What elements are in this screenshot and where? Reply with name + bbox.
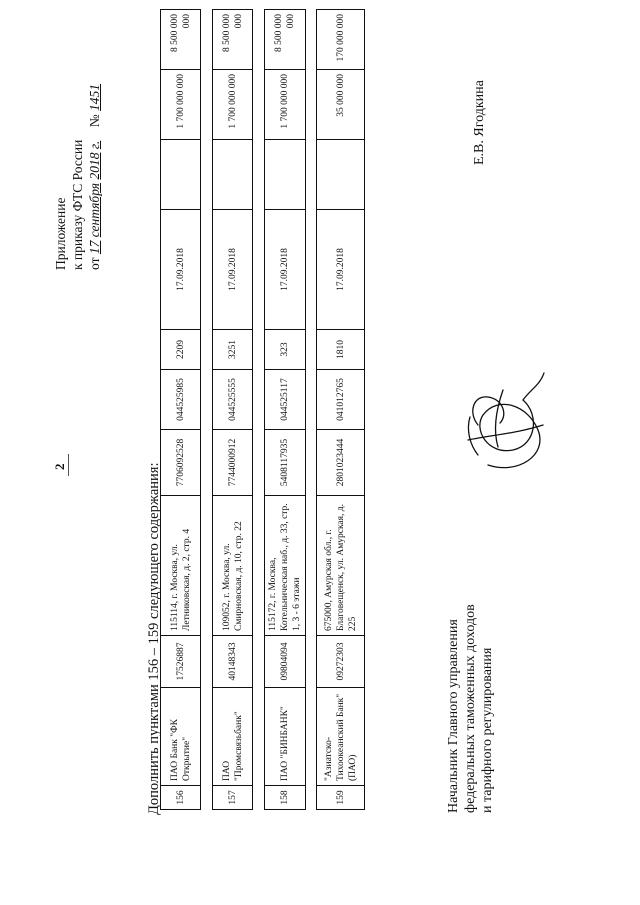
amount-empty (213, 140, 253, 210)
license-number: 2209 (161, 330, 201, 370)
appendix-line1: Приложение (53, 197, 68, 270)
appendix-month: сентября (87, 182, 102, 238)
bank-address: 115172, г. Москва, Котельническая наб., д. 33, стр. 1, 3 - 6 этажи (265, 496, 306, 636)
handwritten-signature (448, 365, 558, 485)
inn: 5408117935 (265, 430, 306, 496)
table-row-159 (316, 10, 365, 810)
amount-limit: 35 000 000 (317, 70, 365, 140)
date: 17.09.2018 (161, 210, 201, 330)
table-row-158 (264, 10, 306, 810)
bik: 044525555 (213, 370, 253, 430)
bank-name: ПАО Банк "ФК Открытие" (161, 688, 201, 786)
date: 17.09.2018 (213, 210, 253, 330)
signatory-title (445, 604, 496, 813)
appendix-number-sign: № (87, 114, 102, 128)
amount-empty (265, 140, 306, 210)
amount-limit: 1 700 000 000 (161, 70, 201, 140)
bank-address: 115114, г. Москва, ул. Летниковская, д. 2, стр. 4 (161, 496, 201, 636)
appendix-line3 (86, 84, 103, 270)
amount-total: 8 500 000 000 (161, 10, 201, 70)
appendix-header (52, 84, 103, 270)
appendix-day: 17 (87, 240, 102, 255)
row-number: 159 (317, 786, 365, 810)
amount-total: 170 000 000 (317, 10, 365, 70)
date: 17.09.2018 (317, 210, 365, 330)
intro-text: Дополнить пунктами 156 – 159 следующего содержания: (146, 462, 162, 815)
amount-limit: 1 700 000 000 (265, 70, 306, 140)
amount-total: 8 500 000 000 (213, 10, 253, 70)
page-number-rule (68, 454, 69, 476)
page-number: 2 (52, 463, 67, 470)
bank-name: ПАО "Промсвязьбанк" (213, 688, 253, 786)
signatory-name: Е.В. Ягодкина (472, 80, 487, 165)
okpo-code: 09272303 (317, 636, 365, 688)
amount-total: 8 500 000 000 (265, 10, 306, 70)
appendix-year: 2018 (87, 152, 102, 180)
inn: 7744000912 (213, 430, 253, 496)
signatory-title-line3: и тарифного регулирования (480, 647, 495, 813)
appendix-number: 1451 (87, 83, 102, 111)
appendix-prefix: от (87, 257, 102, 270)
inn: 2801023444 (317, 430, 365, 496)
bank-address: 675000, Амурская обл., г. Благовещенск, ул. Амурская, д. 225 (317, 496, 365, 636)
row-number: 156 (161, 786, 201, 810)
signatory-title-line2: федеральных таможенных доходов (463, 604, 478, 813)
amount-empty (161, 140, 201, 210)
amount-empty (317, 140, 365, 210)
license-number: 323 (265, 330, 306, 370)
row-number: 157 (213, 786, 253, 810)
bank-name: "Азиатско-Тихоокеанский Банк" (ПАО) (317, 688, 365, 786)
signatory-title-line1: Начальник Главного управления (446, 619, 461, 813)
okpo-code: 09804094 (265, 636, 306, 688)
bank-name: ПАО "БИНБАНК" (265, 688, 306, 786)
bik: 041012765 (317, 370, 365, 430)
bik: 044525985 (161, 370, 201, 430)
okpo-code: 40148343 (213, 636, 253, 688)
table-row-157 (212, 10, 253, 810)
okpo-code: 17526887 (161, 636, 201, 688)
table-row-156 (160, 10, 201, 810)
bik: 044525117 (265, 370, 306, 430)
appendix-line2: к приказу ФТС России (70, 139, 85, 270)
license-number: 1810 (317, 330, 365, 370)
license-number: 3251 (213, 330, 253, 370)
row-number: 158 (265, 786, 306, 810)
amount-limit: 1 700 000 000 (213, 70, 253, 140)
bank-address: 109052, г. Москва, ул. Смирновская, д. 10, стр. 22 (213, 496, 253, 636)
date: 17.09.2018 (265, 210, 306, 330)
appendix-year-suffix: г. (87, 140, 102, 150)
inn: 7706092528 (161, 430, 201, 496)
